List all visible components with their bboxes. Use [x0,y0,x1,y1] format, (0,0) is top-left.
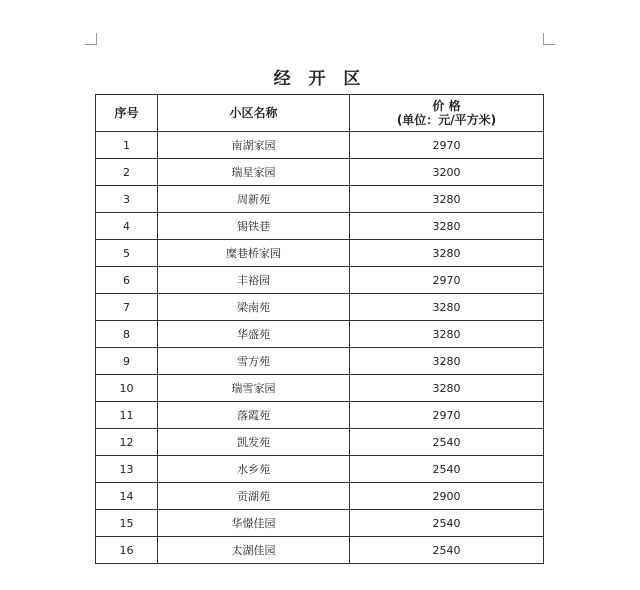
table-row [96,294,544,321]
table-row [96,186,544,213]
cell-name: 雪方苑 [158,348,350,375]
cell-name: 锡铁巷 [158,213,350,240]
table-row [96,240,544,267]
cell-name: 糜巷桥家园 [158,240,350,267]
cell-price: 2970 [350,267,544,294]
cell-seq: 3 [96,186,158,213]
table-row [96,402,544,429]
cell-name: 瑞星家园 [158,159,350,186]
cell-price: 2970 [350,402,544,429]
header-name: 小区名称 [158,95,350,132]
cell-price: 3280 [350,321,544,348]
table-row [96,375,544,402]
table-row [96,132,544,159]
cell-seq: 6 [96,267,158,294]
table-row [96,159,544,186]
cell-name: 华盛苑 [158,321,350,348]
cell-seq: 4 [96,213,158,240]
crop-mark-top-right [543,33,555,45]
header-price [350,95,544,132]
cell-price: 3280 [350,348,544,375]
cell-price: 2540 [350,429,544,456]
cell-name: 太湖佳园 [158,537,350,564]
cell-name: 落霞苑 [158,402,350,429]
cell-seq: 5 [96,240,158,267]
cell-seq: 2 [96,159,158,186]
cell-price: 3280 [350,240,544,267]
cell-seq: 14 [96,483,158,510]
cell-name: 华憬佳园 [158,510,350,537]
cell-name: 水乡苑 [158,456,350,483]
cell-price: 2900 [350,483,544,510]
table-row [96,267,544,294]
cell-price: 3200 [350,159,544,186]
cell-price: 2970 [350,132,544,159]
cell-price: 3280 [350,213,544,240]
table-body [96,132,544,564]
header-price-label: 价 格 [432,99,461,113]
cell-name: 凯发苑 [158,429,350,456]
cell-seq: 16 [96,537,158,564]
header-seq: 序号 [96,95,158,132]
price-table [95,94,544,564]
cell-price: 2540 [350,537,544,564]
table-row [96,510,544,537]
table-row [96,483,544,510]
cell-name: 丰裕园 [158,267,350,294]
cell-name: 周新苑 [158,186,350,213]
cell-seq: 8 [96,321,158,348]
page-title: 经 开 区 [273,69,367,89]
cell-seq: 9 [96,348,158,375]
table-row [96,537,544,564]
cell-seq: 1 [96,132,158,159]
table-row [96,321,544,348]
table-row [96,456,544,483]
cell-seq: 7 [96,294,158,321]
cell-name: 贡湖苑 [158,483,350,510]
cell-seq: 15 [96,510,158,537]
cell-seq: 11 [96,402,158,429]
table-row [96,213,544,240]
table-header-row [96,95,544,132]
crop-mark-top-left [85,33,97,45]
table-row [96,429,544,456]
cell-seq: 10 [96,375,158,402]
cell-price: 2540 [350,510,544,537]
cell-seq: 13 [96,456,158,483]
cell-name: 瑞雪家园 [158,375,350,402]
cell-price: 3280 [350,375,544,402]
header-price-unit: (单位：元/平方米) [396,113,497,127]
cell-name: 南湖家园 [158,132,350,159]
cell-price: 3280 [350,294,544,321]
cell-seq: 12 [96,429,158,456]
cell-price: 2540 [350,456,544,483]
cell-price: 3280 [350,186,544,213]
table-row [96,348,544,375]
cell-name: 梁南苑 [158,294,350,321]
